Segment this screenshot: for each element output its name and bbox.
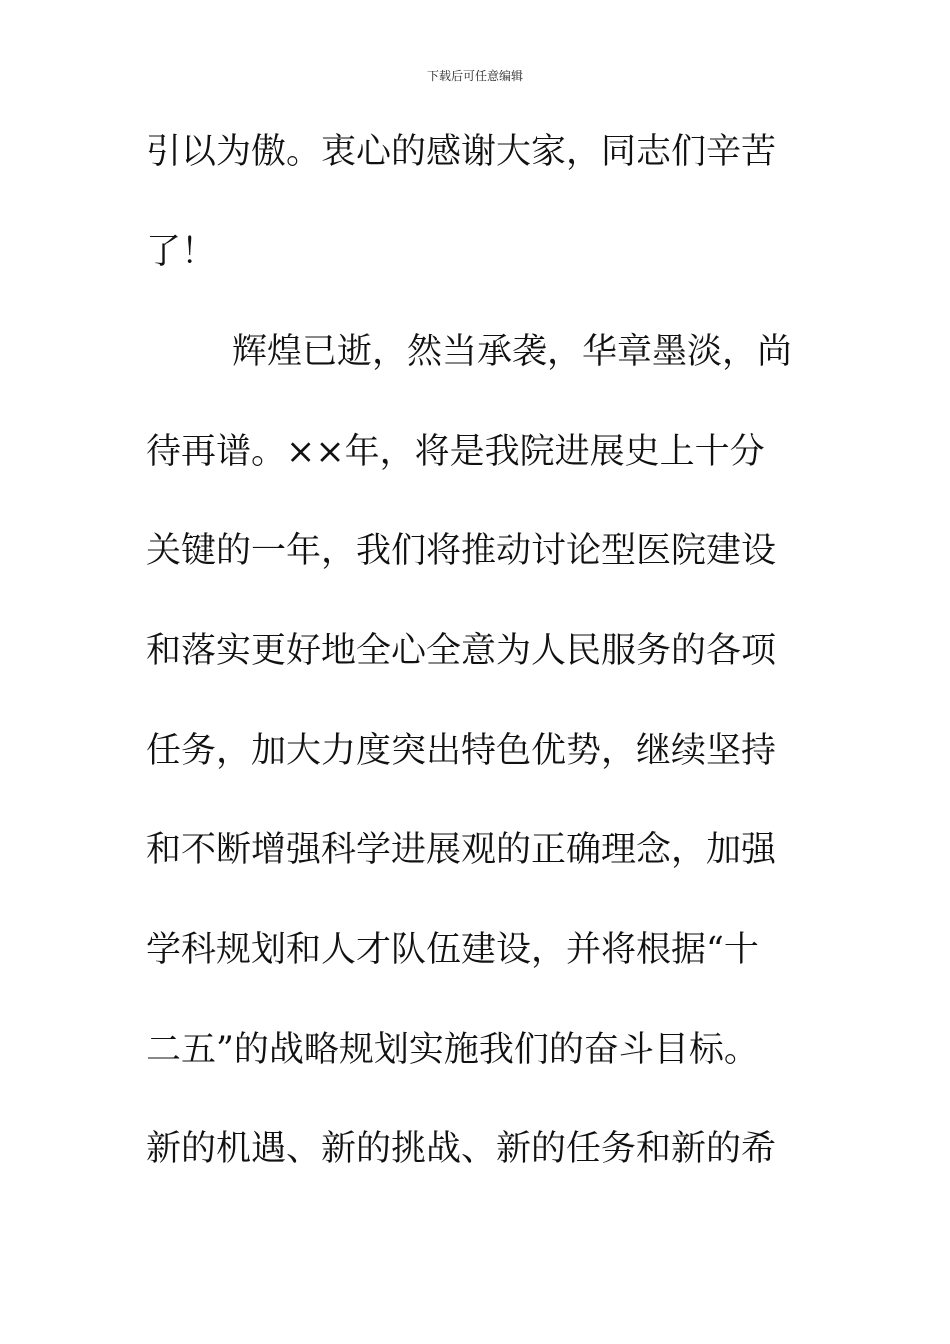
text-line: 新的机遇、新的挑战、新的任务和新的希 — [146, 1129, 777, 1169]
paragraph-start-line: 辉煌已逝，然当承袭，华章墨淡，尚 — [232, 332, 793, 372]
text-line: 二五”的战略规划实施我们的奋斗目标。 — [146, 1030, 759, 1070]
text-line: 和不断增强科学进展观的正确理念，加强 — [146, 830, 777, 870]
text-line: 关键的一年，我们将推动讨论型医院建设 — [146, 531, 777, 571]
page-header-note: 下载后可任意编辑 — [426, 69, 523, 83]
text-line: 任务，加大力度突出特色优势，继续坚持 — [146, 731, 777, 771]
text-line: 了！ — [146, 232, 217, 272]
text-line: 引以为傲。衷心的感谢大家，同志们辛苦 — [146, 132, 777, 172]
text-line: 学科规划和人才队伍建设，并将根据“十 — [146, 930, 759, 970]
text-line: 和落实更好地全心全意为人民服务的各项 — [146, 631, 777, 671]
text-line: 待再谱。××年，将是我院进展史上十分 — [146, 432, 765, 472]
